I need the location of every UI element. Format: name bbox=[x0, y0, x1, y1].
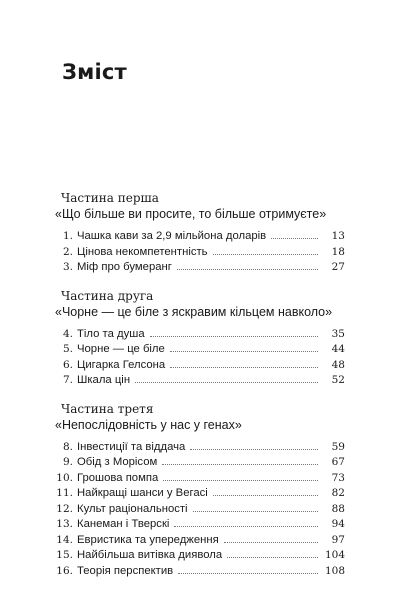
entry-number: 4. bbox=[62, 327, 73, 340]
dot-leader bbox=[150, 336, 318, 337]
entry-number: 7. bbox=[62, 374, 73, 386]
toc-entry[interactable] bbox=[47, 229, 345, 245]
entry-title: Канеман і Тверскі bbox=[77, 518, 170, 530]
page-title: Зміст bbox=[62, 60, 127, 84]
toc-part-2 bbox=[47, 289, 345, 389]
entry-title: Евристика та упередження bbox=[77, 533, 219, 546]
entry-title: Інвестиції та віддача bbox=[77, 440, 186, 453]
toc-part-3 bbox=[47, 402, 345, 580]
entry-number: 14. bbox=[56, 533, 73, 546]
entry-number: 13. bbox=[56, 518, 73, 530]
entry-title: Теорія перспектив bbox=[77, 564, 174, 577]
toc-entry[interactable] bbox=[47, 533, 345, 549]
entry-title: Цінова некомпетентність bbox=[77, 245, 208, 258]
toc-entry[interactable] bbox=[47, 245, 345, 261]
entry-page-number: 94 bbox=[331, 518, 345, 530]
table-of-contents bbox=[47, 191, 345, 592]
dot-leader bbox=[174, 526, 318, 527]
toc-part-1 bbox=[47, 191, 345, 276]
dot-leader bbox=[213, 254, 318, 255]
entry-page-number: 48 bbox=[331, 358, 345, 371]
entry-number: 16. bbox=[56, 564, 73, 577]
entry-page-number: 88 bbox=[331, 502, 345, 515]
entry-number: 8. bbox=[62, 440, 73, 453]
entry-title: Культ раціональності bbox=[77, 502, 188, 515]
entry-page-number: 18 bbox=[331, 245, 345, 258]
toc-entry[interactable] bbox=[47, 440, 345, 456]
part-title: «Чорне — це біле з яскравим кільцем навколо» bbox=[55, 304, 333, 319]
toc-entry[interactable] bbox=[47, 471, 345, 487]
entry-title: Цигарка Гелсона bbox=[77, 358, 166, 371]
entry-number: 12. bbox=[56, 502, 73, 515]
toc-entry[interactable] bbox=[47, 564, 345, 580]
toc-entry[interactable] bbox=[47, 373, 345, 389]
toc-entry[interactable] bbox=[47, 342, 345, 358]
entry-title: Чашка кави за 2,9 мільйона доларів bbox=[77, 230, 267, 242]
entry-page-number: 73 bbox=[331, 471, 345, 484]
dot-leader bbox=[162, 464, 318, 465]
toc-entry[interactable] bbox=[47, 548, 345, 564]
dot-leader bbox=[224, 542, 318, 543]
entry-number: 6. bbox=[62, 358, 73, 371]
entry-number: 15. bbox=[56, 549, 73, 561]
entry-number: 2. bbox=[62, 245, 73, 258]
entry-title: Обід з Морісом bbox=[77, 456, 158, 468]
dot-leader bbox=[170, 351, 318, 352]
entry-number: 5. bbox=[62, 343, 73, 355]
toc-entry[interactable] bbox=[47, 455, 345, 471]
entry-page-number: 59 bbox=[331, 440, 345, 453]
dot-leader bbox=[163, 480, 318, 481]
toc-entry[interactable] bbox=[47, 358, 345, 374]
entry-title: Найкращі шанси у Вегасі bbox=[77, 487, 208, 499]
entry-page-number: 13 bbox=[331, 230, 345, 242]
part-title: «Що більше ви просите, то більше отримуєте» bbox=[55, 207, 327, 221]
entry-page-number: 97 bbox=[331, 533, 345, 546]
part-label: Частина третя bbox=[61, 401, 154, 416]
entry-number: 11. bbox=[56, 487, 73, 499]
entry-title: Міф про бумеранг bbox=[77, 261, 172, 273]
entry-title: Найбільша витівка диявола bbox=[77, 549, 223, 561]
entry-title: Тіло та душа bbox=[77, 327, 145, 340]
entry-page-number: 44 bbox=[331, 343, 345, 355]
dot-leader bbox=[178, 573, 318, 574]
dot-leader bbox=[177, 269, 318, 270]
dot-leader bbox=[193, 511, 318, 512]
entry-page-number: 35 bbox=[331, 327, 345, 340]
toc-entry[interactable] bbox=[47, 486, 345, 502]
entry-number: 9. bbox=[62, 456, 73, 468]
dot-leader bbox=[170, 367, 318, 368]
entry-page-number: 52 bbox=[331, 374, 345, 386]
part-label: Частина перша bbox=[61, 191, 159, 205]
dot-leader bbox=[227, 557, 318, 558]
dot-leader bbox=[190, 449, 318, 450]
entry-number: 1. bbox=[62, 230, 73, 242]
dot-leader bbox=[213, 495, 318, 496]
entry-number: 3. bbox=[62, 261, 73, 273]
entry-page-number: 27 bbox=[331, 261, 345, 273]
toc-entry[interactable] bbox=[47, 327, 345, 343]
dot-leader bbox=[135, 382, 318, 383]
entry-title: Грошова помпа bbox=[77, 471, 159, 484]
part-title: «Непослідовність у нас у генах» bbox=[55, 417, 242, 432]
entry-title: Шкала цін bbox=[77, 374, 131, 386]
entry-page-number: 67 bbox=[331, 456, 345, 468]
toc-entry[interactable] bbox=[47, 260, 345, 276]
dot-leader bbox=[271, 238, 318, 239]
entry-page-number: 104 bbox=[324, 549, 345, 561]
toc-entry[interactable] bbox=[47, 502, 345, 518]
part-label: Частина друга bbox=[61, 288, 154, 303]
entry-page-number: 82 bbox=[331, 487, 345, 499]
toc-entry[interactable] bbox=[47, 517, 345, 533]
entry-title: Чорне — це біле bbox=[77, 343, 165, 355]
entry-page-number: 108 bbox=[324, 564, 345, 577]
entry-number: 10. bbox=[56, 471, 73, 484]
